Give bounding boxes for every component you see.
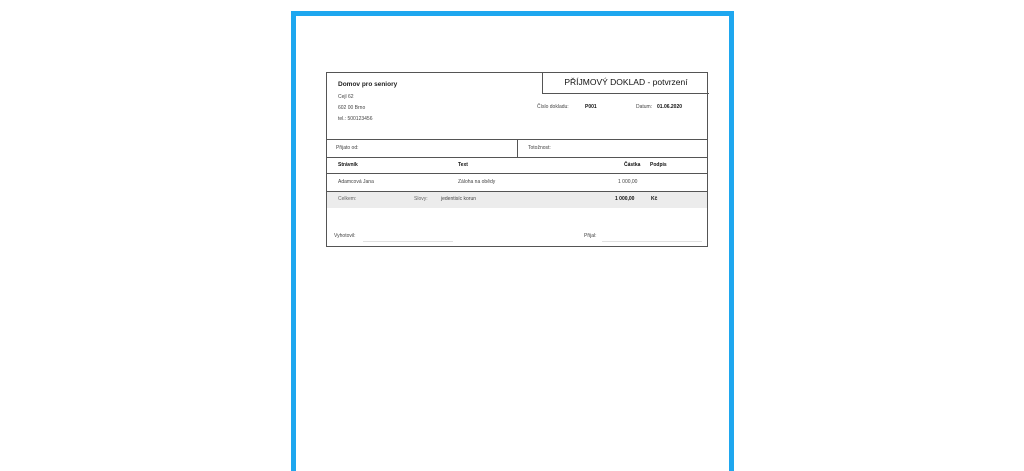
issued-by-signature-line (363, 241, 453, 242)
organization-name: Domov pro seniory (338, 81, 398, 88)
total-amount: 1 000,00 (615, 196, 635, 202)
divider (517, 139, 518, 157)
organization-phone: tel.: 500123456 (338, 116, 373, 122)
receipt-document (326, 72, 708, 247)
date-value: 01.06.2020 (657, 104, 683, 110)
organization-street: Cejl 62 (338, 94, 354, 100)
col-header-amount: Částka (624, 162, 641, 168)
col-header-signature: Podpis (650, 162, 667, 168)
row-text: Záloha na obědy (458, 179, 496, 185)
col-header-name: Strávník (338, 162, 358, 168)
total-currency: Kč (651, 196, 658, 202)
doc-number-label: Číslo dokladu: (537, 104, 569, 110)
received-from-label: Přijato od: (336, 145, 359, 151)
divider (327, 173, 707, 174)
organization-city: 602 00 Brno (338, 105, 366, 111)
total-row (327, 192, 707, 208)
doc-number: P001 (585, 104, 597, 110)
total-in-words: jedentisíc korun (441, 196, 477, 202)
identity-label: Totožnost: (528, 145, 551, 151)
col-header-text: Text (458, 162, 468, 168)
row-name: Adamcová Jana (338, 179, 374, 185)
words-label: Slovy: (414, 196, 428, 202)
date-label: Datum: (636, 104, 653, 110)
received-by-label: Přijal: (584, 233, 597, 239)
received-by-signature-line (602, 241, 702, 242)
document-title: PŘÍJMOVÝ DOKLAD - potvrzení (542, 72, 709, 94)
row-amount: 1 000,00 (618, 179, 638, 185)
issued-by-label: Vyhotovil: (334, 233, 356, 239)
total-label: Celkem: (338, 196, 357, 202)
divider (327, 157, 707, 158)
